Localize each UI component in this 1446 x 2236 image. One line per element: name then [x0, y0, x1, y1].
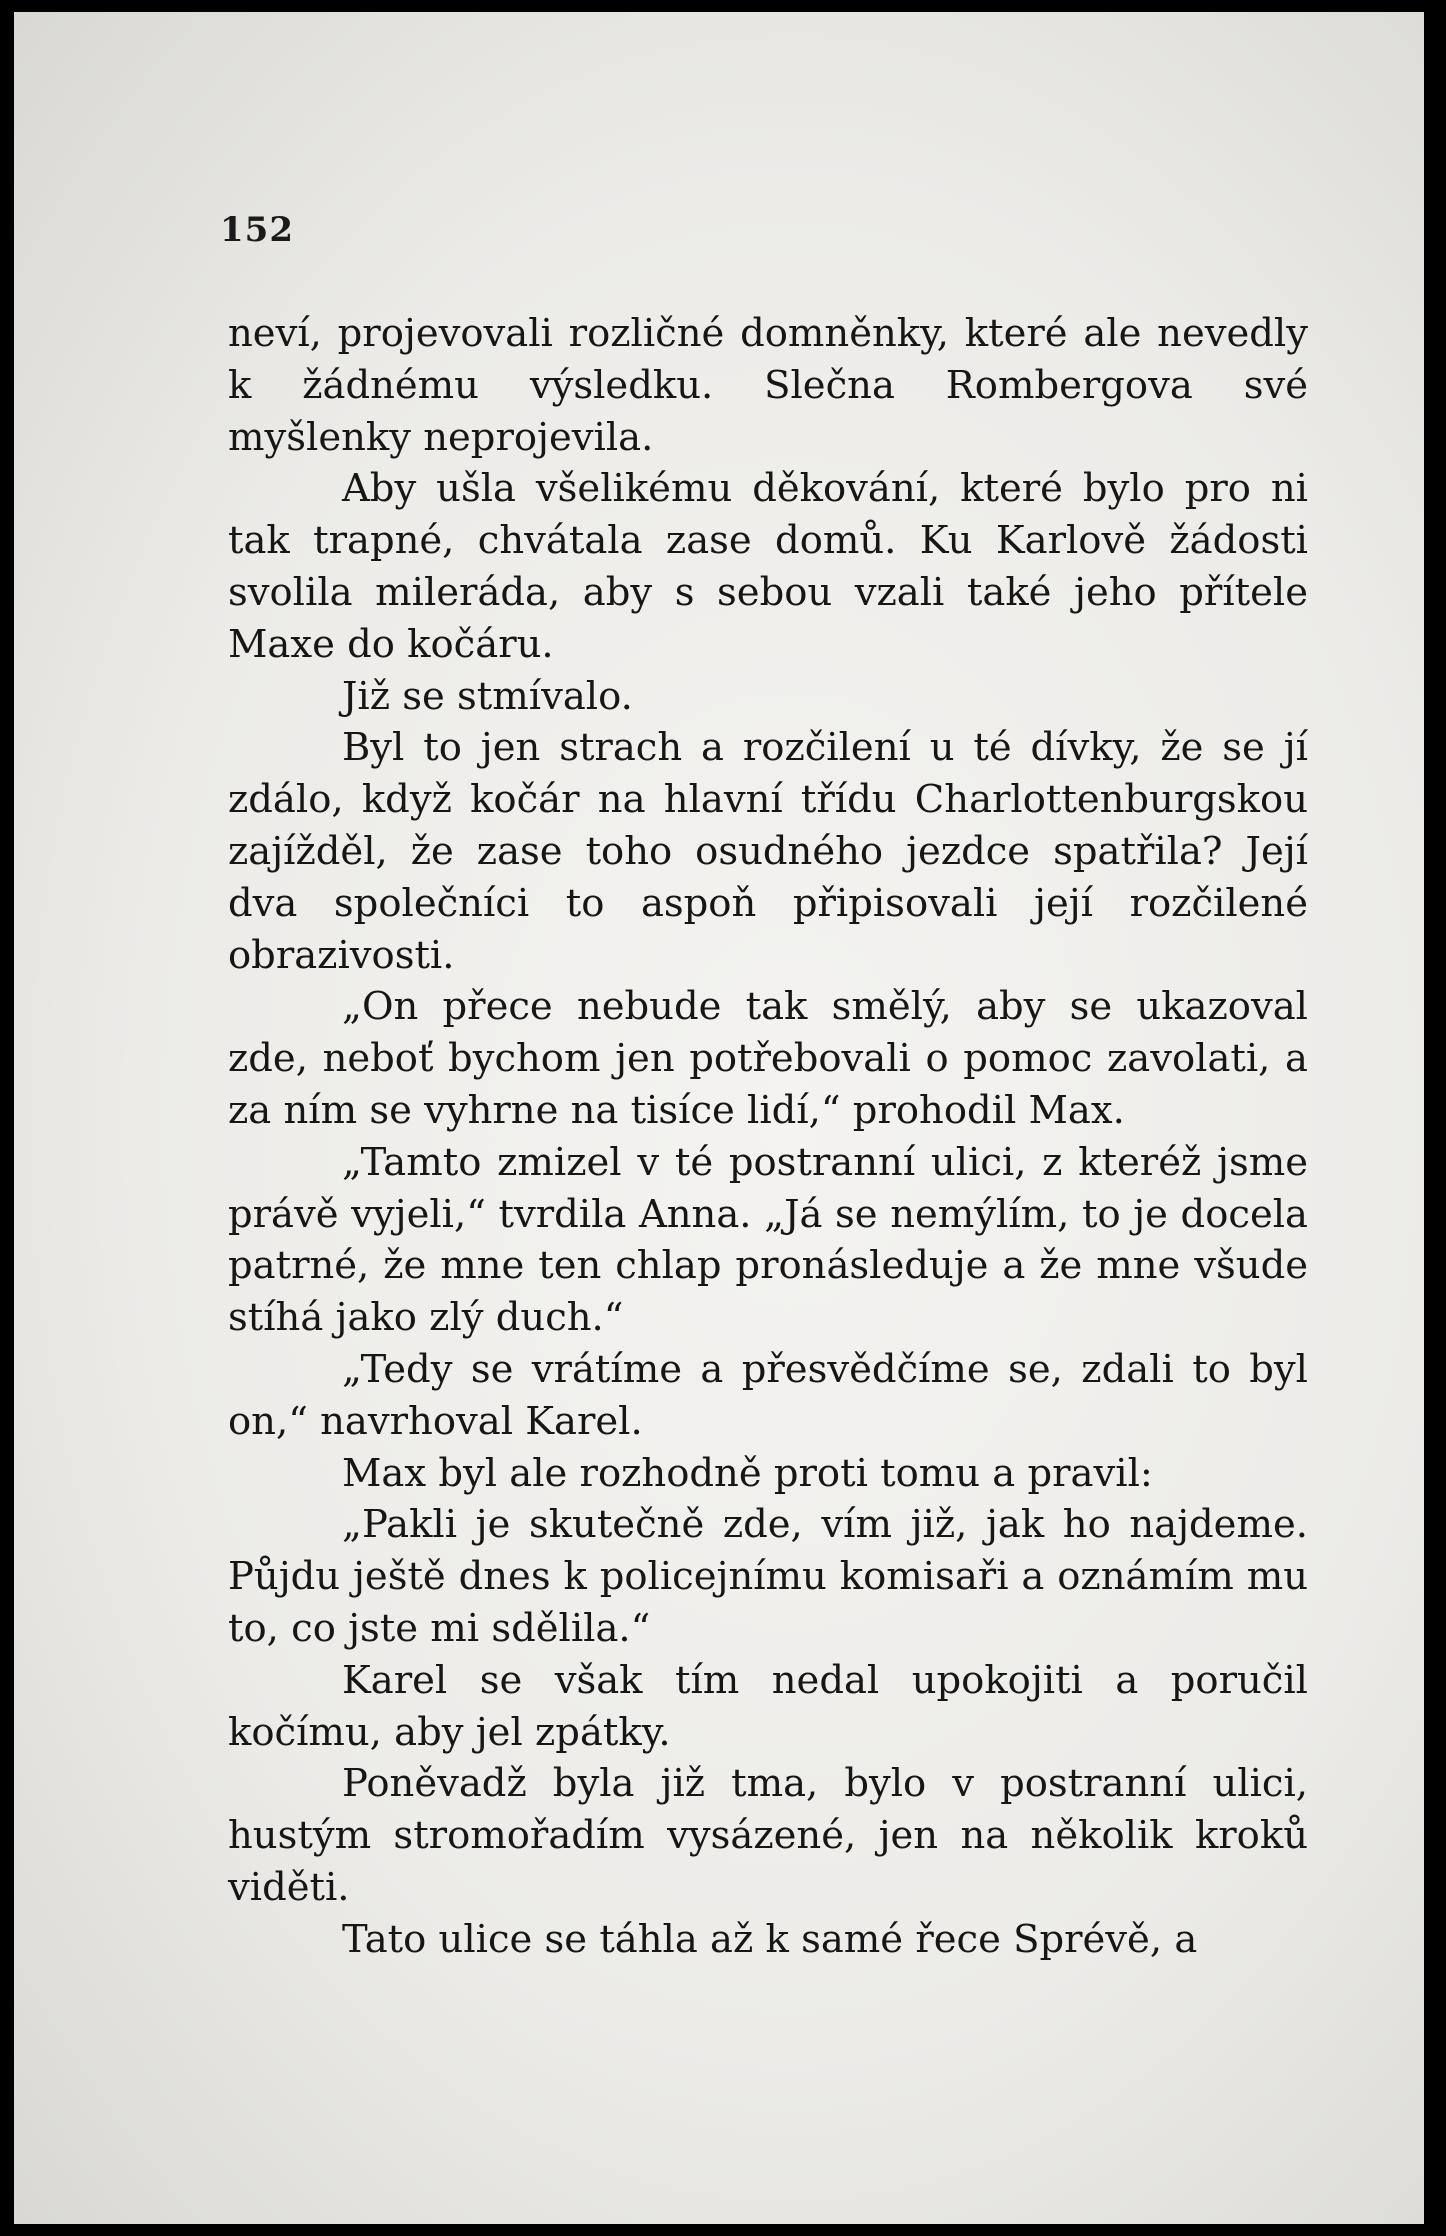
paragraph: „Tamto zmizel v té postranní ulici, z kteréž jsme právě vyjeli,“ tvrdila Anna. „Já se nemýlím, to je docela patrné, že mne ten chlap pronásleduje a že mne všude stíhá jako zlý duch.“: [228, 1139, 1308, 1341]
paragraph: Poněvadž byla již tma, bylo v postranní ulici, hustým stromořadím vysázené, jen na několik kroků viděti.: [228, 1761, 1308, 1910]
paragraph: Aby ušla všelikému děkování, které bylo pro ni tak trapné, chvátala zase domů. Ku Karlově žádosti svolila mileráda, aby s sebou vzali také jeho přítele Maxe do kočáru.: [228, 466, 1308, 667]
paragraph: Max byl ale rozhodně proti tomu a pravil:: [342, 1450, 1153, 1496]
body-text: [228, 308, 1308, 1966]
paragraph: Byl to jen strach a rozčilení u té dívky, že se jí zdálo, když kočár na hlavní třídu Charlottenburgskou zajížděl, že zase toho osudného jezdce spatřila? Její dva společníci to aspoň připisovali její rozčilené obrazivosti.: [228, 725, 1308, 978]
book-page: [14, 12, 1424, 2224]
paragraph: „On přece nebude tak smělý, aby se ukazoval zde, neboť bychom jen potřebovali o pomoc zavolati, a za ním se vyhrne na tisíce lidí,“ prohodil Max.: [228, 984, 1308, 1133]
paragraph-continuation: neví, projevovali rozličné domněnky, které ale nevedly k žádnému výsledku. Slečna Rombergova své myšlenky neprojevila.: [228, 311, 1308, 460]
paragraph: Karel se však tím nedal upokojiti a poručil kočímu, aby jel zpátky.: [228, 1657, 1308, 1755]
page-number: 152: [220, 210, 294, 250]
paragraph: Tato ulice se táhla až k samé řece Sprévě, a: [342, 1916, 1198, 1962]
paragraph: Již se stmívalo.: [342, 673, 633, 719]
paragraph: „Tedy se vrátíme a přesvědčíme se, zdali to byl on,“ navrhoval Karel.: [228, 1346, 1308, 1444]
paragraph: „Pakli je skutečně zde, vím již, jak ho najdeme. Půjdu ještě dnes k policejnímu komisaři a oznámím mu to, co jste mi sdělila.“: [228, 1502, 1308, 1651]
